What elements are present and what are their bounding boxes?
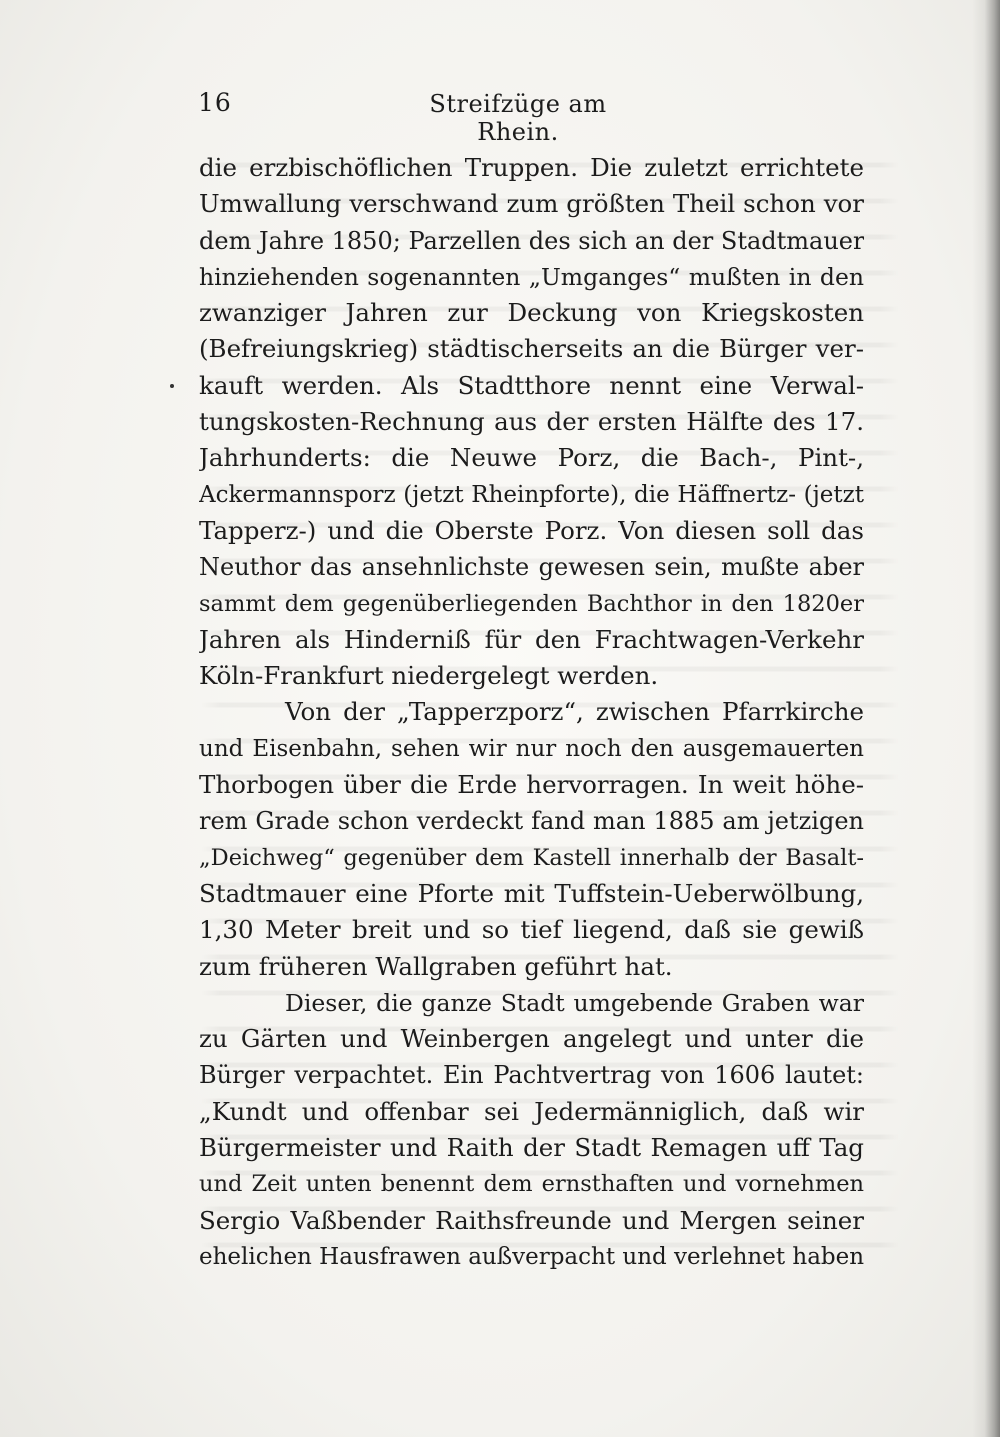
text-line: Köln-Frankfurt niedergelegt werden. — [199, 661, 659, 691]
body-text — [199, 150, 864, 1275]
page-edge-shadow — [972, 0, 1000, 1437]
text-line: (Befreiungskrieg) städtischerseits an die Bürger ver- — [199, 334, 864, 364]
text-line: Tapperz-) und die Oberste Porz. Von diesen soll das — [199, 515, 864, 545]
running-title: Streifzüge am Rhein. — [429, 90, 607, 146]
text-line: 1,30 Meter breit und so tief liegend, daß sie gewiß — [199, 915, 864, 945]
text-line: tungskosten-Rechnung aus der ersten Hälfte des 17. — [199, 407, 864, 437]
text-line: die erzbischöflichen Truppen. Die zuletzt errichtete — [199, 153, 864, 182]
text-line: ehelichen Hausfrawen außverpacht und verlehnet haben — [199, 1243, 864, 1270]
text-line: rem Grade schon verdeckt fand man 1885 am jetzigen — [199, 807, 864, 836]
text-line: Bürger verpachtet. Ein Pachtvertrag von 1606 lautet: — [199, 1061, 864, 1090]
text-line: kauft werden. Als Stadtthore nennt eine Verwal- — [199, 370, 864, 400]
text-line: Stadtmauer eine Pforte mit Tuffstein-Ueberwölbung, — [199, 878, 864, 908]
text-line: zum früheren Wallgraben geführt hat. — [199, 951, 673, 981]
page-number: 16 — [198, 88, 232, 117]
text-line: zu Gärten und Weinbergen angelegt und unter die — [199, 1024, 864, 1054]
text-line: Dieser, die ganze Stadt umgebende Graben war — [285, 988, 864, 1017]
text-line: Umwallung verschwand zum größten Theil schon vor — [199, 189, 864, 219]
text-line: „Kundt und offenbar sei Jedermänniglich, daß wir — [199, 1096, 864, 1126]
text-line: Thorbogen über die Erde hervorragen. In weit höhe- — [199, 770, 864, 800]
text-line: Bürgermeister und Raith der Stadt Remagen uff Tag — [199, 1133, 864, 1163]
text-line: und Zeit unten benennt dem ernsthaften und vornehmen — [199, 1171, 864, 1198]
text-line: sammt dem gegenüberliegenden Bachthor in den 1820er — [199, 590, 864, 617]
text-line: zwanziger Jahren zur Deckung von Kriegskosten — [199, 298, 864, 328]
margin-speck — [170, 384, 174, 388]
text-line: Jahren als Hinderniß für den Frachtwagen-Verkehr — [199, 624, 864, 654]
text-line: Neuthor das ansehnlichste gewesen sein, mußte aber — [199, 553, 864, 582]
text-line: dem Jahre 1850; Parzellen des sich an der Stadtmauer — [199, 226, 864, 255]
text-line: Sergio Vaßbender Raithsfreunde und Mergen seiner — [199, 1205, 864, 1235]
text-line: Jahrhunderts: die Neuwe Porz, die Bach-, Pint-, — [199, 443, 864, 473]
text-line: hinziehenden sogenannten „Umganges“ mußten in den — [199, 262, 864, 291]
text-line: „Deichweg“ gegenüber dem Kastell innerhalb der Basalt- — [199, 844, 864, 871]
text-line: Von der „Tapperzporz“, zwischen Pfarrkirche — [285, 697, 864, 727]
text-line: und Eisenbahn, sehen wir nur noch den ausgemauerten — [199, 735, 864, 762]
running-head — [198, 88, 866, 146]
text-line: Ackermannsporz (jetzt Rheinpforte), die Häffnertz- (jetzt — [199, 481, 864, 508]
